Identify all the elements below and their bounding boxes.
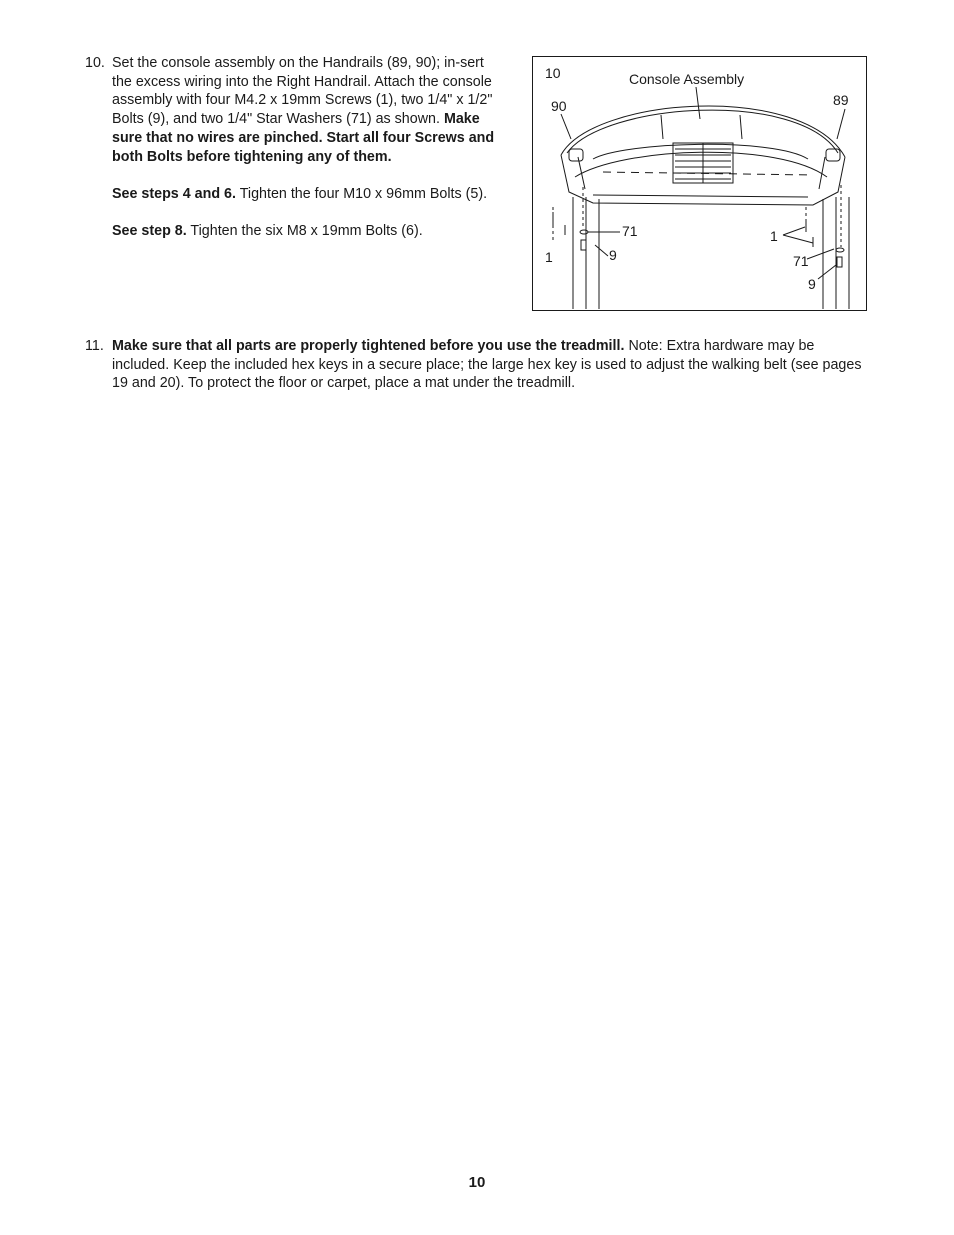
figure-step-label: 10: [545, 65, 561, 81]
left-washer-label: 71: [622, 223, 638, 239]
note-text: Note: Extra hardware may be included. Keep the included hex keys in a secure place; the large hex key is used to adjust the walking belt (see pages 19 and 20). To protect the floor or carpet, place a mat under the treadmill.: [112, 338, 862, 392]
page-number: 10: [468, 1174, 486, 1191]
left-bolt-label: 9: [609, 247, 617, 263]
assembly-figure: [532, 56, 867, 311]
step-11: [85, 337, 865, 393]
bolt-tighten-note-2: [112, 222, 504, 241]
bolt-tighten-note: [112, 185, 504, 204]
instruction-text: Set the console assembly on the Handrails (89, 90); in-sert the excess wiring into the Right Handrail. Attach the console assembly with four M4.2 x 19mm Screws (1), two 1/4" x 1/2" Bolts (9), and two 1/4" Star Washers (71) as shown.: [112, 55, 493, 128]
note-text-2: Tighten the six M8 x 19mm Bolts (6).: [190, 223, 423, 240]
right-washer-label: 71: [793, 253, 809, 269]
instruction-paragraph: [112, 54, 504, 166]
left-screw-label: 1: [545, 249, 553, 265]
note-text: Tighten the four M10 x 96mm Bolts (5).: [239, 185, 488, 202]
step-11-body: [112, 337, 865, 393]
warning-text: Make sure that no wires are pinched. Start all four Screws and both Bolts before tightening any of them.: [112, 111, 495, 165]
left-handrail-label: 90: [551, 98, 567, 114]
step-number: 10.: [85, 55, 105, 71]
console-assembly-label: Console Assembly: [629, 71, 745, 87]
step-reference: See steps 4 and 6.: [112, 185, 236, 202]
right-screw-label: 1: [770, 228, 778, 244]
right-handrail-label: 89: [833, 92, 849, 108]
step-number: 11.: [85, 338, 104, 354]
console-assembly-drawing: [533, 57, 868, 312]
console-outline: [553, 87, 849, 309]
warning-text: Make sure that all parts are properly tightened before you use the treadmill.: [112, 338, 625, 354]
step-10-body: [112, 54, 504, 241]
right-bolt-label: 9: [808, 276, 816, 292]
step-reference-2: See step 8.: [112, 223, 187, 240]
